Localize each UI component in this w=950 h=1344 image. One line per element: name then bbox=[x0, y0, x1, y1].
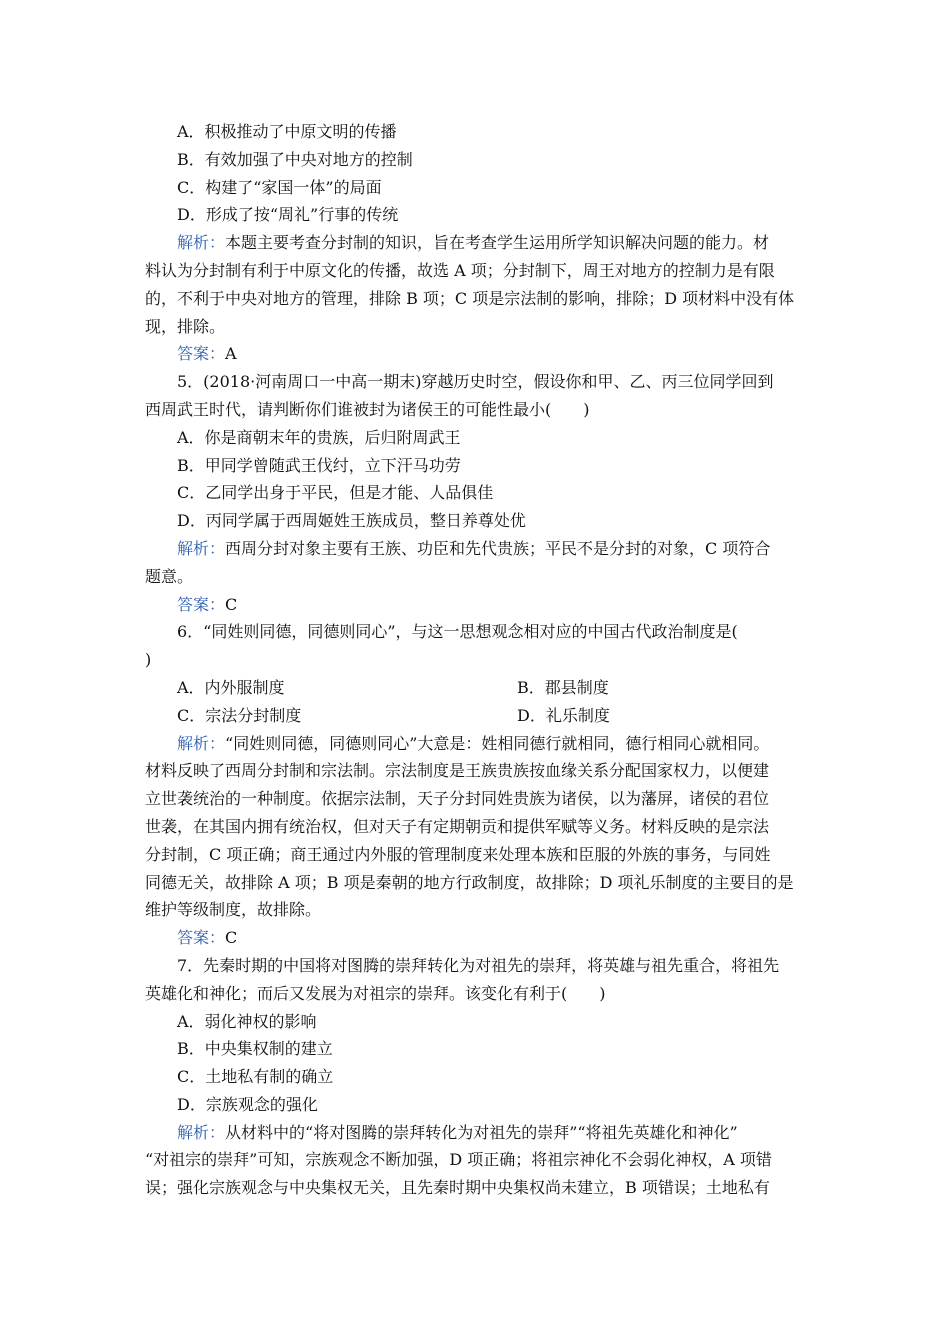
q5-analysis-text: 西周分封对象主要有王族、功臣和先代贵族；平民不是分封的对象，C 项符合 bbox=[225, 538, 771, 558]
q7-analysis-line: 误；强化宗族观念与中央集权无关，且先秦时期中央集权尚未建立，B 项错误；土地私有 bbox=[145, 1178, 770, 1198]
q6-answer-line bbox=[145, 924, 810, 952]
q4-answer-line bbox=[145, 340, 810, 368]
q5-stem-line: 5．(2018·河南周口一中高一期末)穿越历史时空，假设你和甲、乙、丙三位同学回到 bbox=[177, 372, 774, 392]
q5-answer-line bbox=[145, 591, 810, 619]
q5-option-d: D．丙同学属于西周姬姓王族成员，整日养尊处优 bbox=[177, 511, 526, 531]
q7-analysis-line bbox=[145, 1119, 810, 1147]
q4-option-c: C．构建了“家国一体”的局面 bbox=[177, 177, 382, 197]
q6-analysis-line: 分封制，C 项正确；商王通过内外服的管理制度来处理本族和臣服的外族的事务，与同姓 bbox=[145, 844, 771, 864]
q6-analysis-text: “同姓则同德，同德则同心”大意是：姓相同德行就相同，德行相同心就相同。 bbox=[225, 733, 770, 753]
document-body bbox=[145, 118, 810, 1202]
q6-analysis-label: 解析： bbox=[177, 733, 226, 753]
q6-stem-line: ) bbox=[145, 650, 152, 670]
q7-analysis-line: “对祖宗的崇拜”可知，宗族观念不断加强，D 项正确；将祖宗神化不会弱化神权，A 项错 bbox=[145, 1150, 772, 1170]
q6-answer-label: 答案： bbox=[177, 928, 226, 948]
q6-option-c: C．宗法分封制度 bbox=[177, 705, 302, 725]
q4-answer-value: A bbox=[225, 344, 237, 364]
q6-option-d: D．礼乐制度 bbox=[517, 705, 610, 725]
q4-analysis-text: 本题主要考查分封制的知识，旨在考查学生运用所学知识解决问题的能力。材 bbox=[225, 233, 770, 253]
q6-option-b: B．郡县制度 bbox=[517, 677, 609, 697]
q6-options-row bbox=[145, 702, 810, 730]
q5-stem-line: 西周武王时代，请判断你们谁被封为诸侯王的可能性最小( ) bbox=[145, 399, 590, 419]
q5-option-c: C．乙同学出身于平民，但是才能、人品俱佳 bbox=[177, 483, 494, 503]
q5-analysis-line: 题意。 bbox=[145, 566, 194, 586]
q4-answer-label: 答案： bbox=[177, 344, 226, 364]
q5-answer-value: C bbox=[225, 594, 238, 614]
q6-analysis-line: 材料反映了西周分封制和宗法制。宗法制度是王族贵族按血缘关系分配国家权力，以便建 bbox=[145, 761, 770, 781]
q5-option-a: A．你是商朝末年的贵族，后归附周武王 bbox=[177, 427, 461, 447]
q7-option-c: C．土地私有制的确立 bbox=[177, 1067, 334, 1087]
q6-analysis-line: 维护等级制度，故排除。 bbox=[145, 900, 322, 920]
q6-analysis-line bbox=[145, 730, 810, 758]
q6-options-row bbox=[145, 674, 810, 702]
q4-option-b: B．有效加强了中央对地方的控制 bbox=[177, 149, 413, 169]
q7-option-a: A．弱化神权的影响 bbox=[177, 1011, 317, 1031]
q7-analysis-label: 解析： bbox=[177, 1122, 226, 1142]
q4-option-a: A．积极推动了中原文明的传播 bbox=[177, 122, 397, 141]
q6-analysis-line: 同德无关，故排除 A 项；B 项是秦朝的地方行政制度，故排除；D 项礼乐制度的主要目的是 bbox=[145, 872, 794, 892]
q5-analysis-line bbox=[145, 535, 810, 563]
q5-option-b: B．甲同学曾随武王伐纣，立下汗马功劳 bbox=[177, 455, 461, 475]
q6-stem-line: 6．“同姓则同德，同德则同心”，与这一思想观念相对应的中国古代政治制度是( bbox=[177, 622, 738, 642]
q6-analysis-line: 立世袭统治的一种制度。依据宗法制，天子分封同姓贵族为诸侯，以为藩屏，诸侯的君位 bbox=[145, 789, 770, 809]
q7-stem-line: 英雄化和神化；而后又发展为对祖宗的崇拜。该变化有利于( ) bbox=[145, 983, 606, 1003]
q6-answer-value: C bbox=[225, 928, 238, 948]
q4-analysis-line: 料认为分封制有利于中原文化的传播，故选 A 项；分封制下，周王对地方的控制力是有限 bbox=[145, 260, 775, 280]
q5-answer-label: 答案： bbox=[177, 594, 226, 614]
q7-stem-line: 7．先秦时期的中国将对图腾的崇拜转化为对祖先的崇拜，将英雄与祖先重合，将祖先 bbox=[177, 955, 780, 975]
q4-analysis-label: 解析： bbox=[177, 233, 226, 253]
q6-option-a: A．内外服制度 bbox=[177, 677, 285, 697]
q4-analysis-line bbox=[145, 229, 810, 257]
q7-analysis-text: 从材料中的“将对图腾的崇拜转化为对祖先的崇拜”“将祖先英雄化和神化” bbox=[225, 1122, 738, 1142]
q4-option-d: D．形成了按“周礼”行事的传统 bbox=[177, 205, 399, 225]
q5-analysis-label: 解析： bbox=[177, 538, 226, 558]
q4-analysis-line: 现，排除。 bbox=[145, 316, 226, 336]
q7-option-d: D．宗族观念的强化 bbox=[177, 1094, 318, 1114]
q6-analysis-line: 世袭，在其国内拥有统治权，但对天子有定期朝贡和提供军赋等义务。材料反映的是宗法 bbox=[145, 816, 770, 836]
q4-analysis-line: 的，不利于中央对地方的管理，排除 B 项；C 项是宗法制的影响，排除；D 项材料中没有体 bbox=[145, 288, 795, 308]
q7-option-b: B．中央集权制的建立 bbox=[177, 1039, 333, 1059]
